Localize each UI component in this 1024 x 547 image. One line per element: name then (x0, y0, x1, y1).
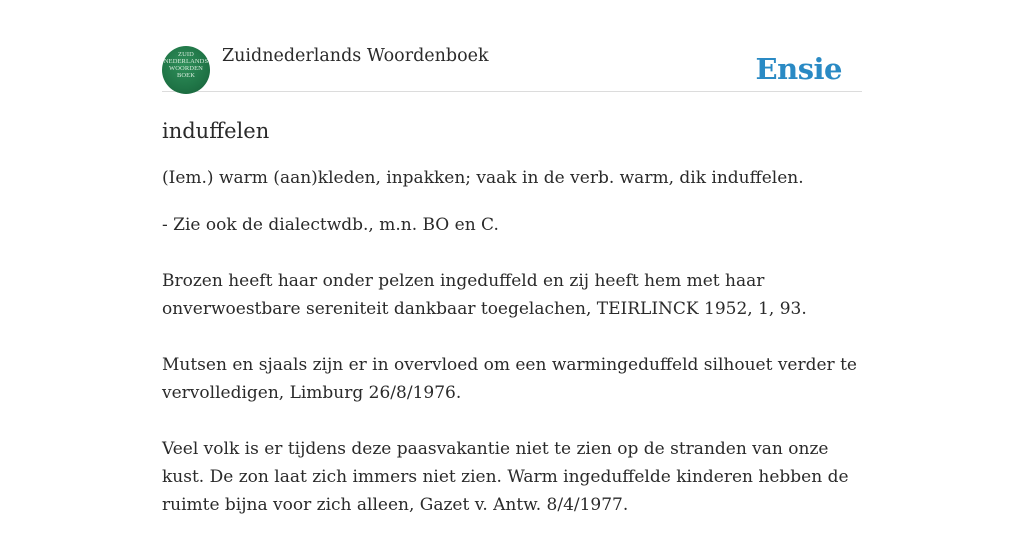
logo-line: WOORDEN (169, 65, 203, 72)
site-header (162, 46, 862, 92)
logo-line: NEDERLANDS (163, 58, 209, 65)
logo-line: BOEK (176, 72, 196, 79)
entry-definition: (Iem.) warm (aan)kleden, inpakken; vaak in de verb. warm, dik induffelen. (162, 168, 804, 188)
entry-quote: Veel volk is er tijdens deze paasvakantie niet te zien op de stranden van onze kust. De zon laat zich immers niet zien. Warm ingeduffelde kinderen hebben de ruimte bijna voor zich alleen, Gazet v. Antw. 8/4/1977. (162, 439, 849, 515)
site-logo[interactable] (162, 46, 210, 94)
entry-quote: Mutsen en sjaals zijn er in overvloed om een warmingeduffeld silhouet verder te vervolledigen, Limburg 26/8/1976. (162, 355, 857, 403)
entry-headword: induffelen (162, 119, 270, 143)
brand-logo-link[interactable]: Ensie (755, 52, 842, 86)
site-name-link[interactable]: Zuidnederlands Woordenboek (222, 46, 489, 66)
entry-see-also: - Zie ook de dialectwdb., m.n. BO en C. (162, 215, 499, 235)
entry-quote: Brozen heeft haar onder pelzen ingeduffeld en zij heeft hem met haar onverwoestbare sereniteit dankbaar toegelachen, TEIRLINCK 1952, 1, 93. (162, 271, 807, 319)
logo-line: ZUID (178, 51, 194, 58)
entry-content (162, 114, 862, 547)
logo-text (162, 51, 210, 79)
